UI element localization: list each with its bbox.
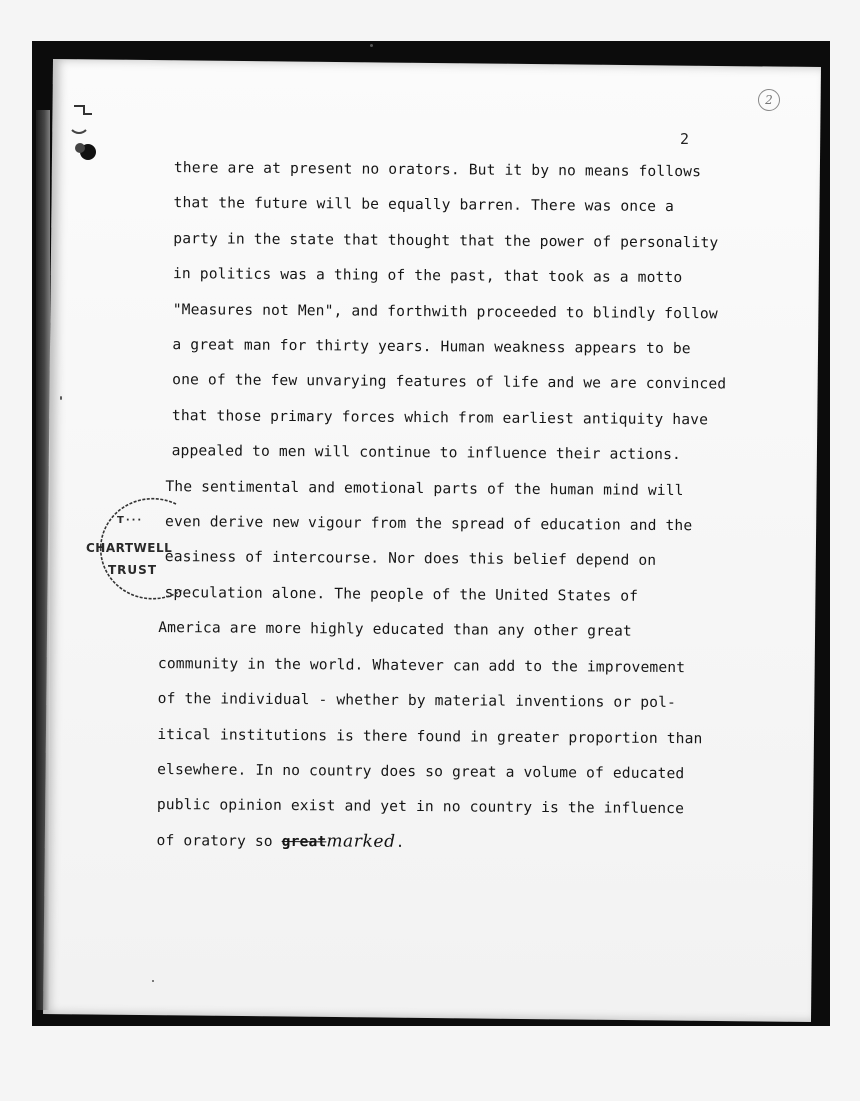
- text-line: that the future will be equally barren. There was once a: [173, 194, 675, 216]
- text-line: one of the few unvarying features of life and we are convinced: [172, 371, 727, 393]
- last-line-prefix: of oratory so: [156, 831, 282, 850]
- text-line: America are more highly educated than any other great: [158, 619, 632, 641]
- binder-clip-icon: [70, 100, 100, 170]
- text-line: party in the state that thought that the power of personality: [173, 229, 719, 252]
- text-line: easiness of intercourse. Nor does this belief depend on: [164, 548, 657, 570]
- paper-left-edge-shadow: [36, 110, 50, 1010]
- page-corner-circled-number: 2: [758, 89, 780, 111]
- text-line: of the individual - whether by material inventions or pol-: [157, 690, 677, 712]
- page-number: 2: [680, 130, 690, 148]
- last-line-suffix: .: [395, 833, 405, 851]
- stamp-line-1: T···: [117, 515, 144, 526]
- text-line: even derive new vigour from the spread of education and the: [165, 513, 693, 535]
- text-line: a great man for thirty years. Human weakness appears to be: [172, 336, 691, 358]
- typed-text-body: [154, 150, 800, 863]
- stamp-line-3: TRUST: [108, 563, 157, 577]
- scan-speck: [60, 396, 62, 400]
- text-line: itical institutions is there found in greater proportion than: [157, 725, 703, 747]
- text-line: elsewhere. In no country does so great a volume of educated: [157, 760, 685, 783]
- text-line: public opinion exist and yet in no country is the influence: [156, 796, 685, 818]
- text-line: there are at present no orators. But it by no means follows: [173, 159, 702, 181]
- text-line: in politics was a thing of the past, that took as a motto: [172, 265, 683, 287]
- text-line: "Measures not Men", and forthwith proceeded to blindly follow: [172, 300, 718, 323]
- scan-speck: [152, 980, 154, 982]
- stamp-line-2: CHARTWELL: [86, 541, 173, 555]
- text-line: appealed to men will continue to influence their actions.: [171, 442, 682, 464]
- text-line: speculation alone. The people of the United States of: [164, 583, 639, 605]
- scan-speck: [370, 44, 373, 47]
- handwritten-correction: marked: [326, 831, 396, 852]
- last-text-line: [156, 823, 794, 863]
- text-line: community in the world. Whatever can add to the improvement: [157, 654, 686, 676]
- text-line: The sentimental and emotional parts of the human mind will: [165, 477, 684, 499]
- struck-word: great: [281, 832, 327, 851]
- text-line: that those primary forces which from earliest antiquity have: [171, 406, 709, 429]
